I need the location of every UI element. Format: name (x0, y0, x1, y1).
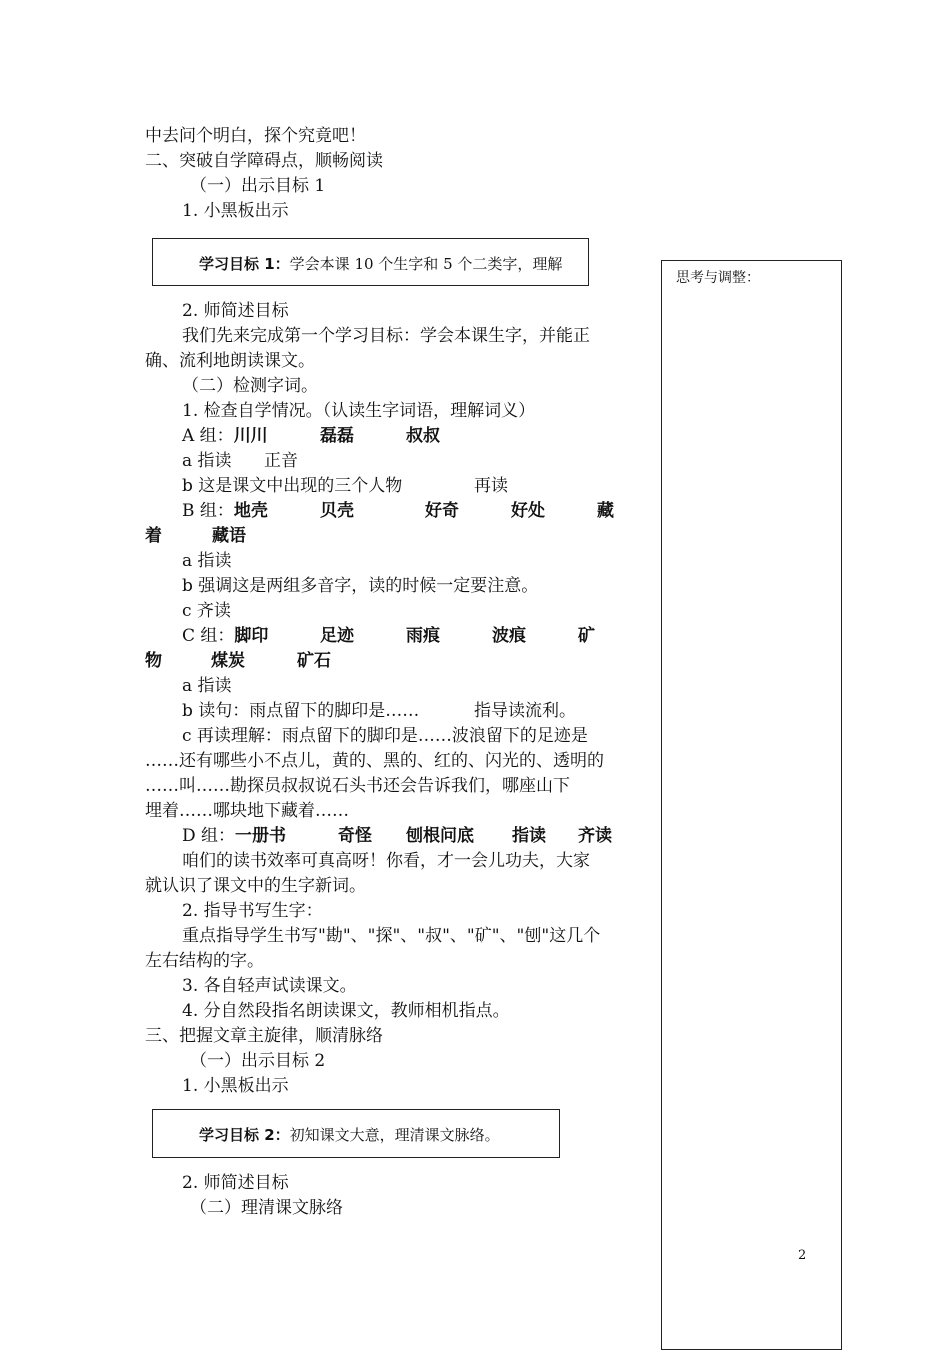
word-group-c (182, 624, 595, 649)
text-line: 就认识了课文中的生字新词。 (145, 876, 366, 896)
vocab-word: 奇怪 (338, 826, 372, 846)
subsection-heading: （二）检测字词。 (182, 376, 318, 396)
subsection-heading: （一）出示目标 1 (190, 176, 326, 196)
text-line: 左右结构的字。 (145, 951, 264, 971)
text-segment: 指导读流利。 (474, 701, 576, 721)
vocab-word: 地壳 (233, 501, 268, 521)
vocab-word: 物 (145, 651, 162, 671)
text-line: 1. 小黑板出示 (182, 1076, 289, 1096)
goal-label: 学习目标 1： (199, 255, 290, 273)
text-line: 2. 指导书写生字： (182, 901, 323, 921)
vocab-word: 藏 (597, 501, 614, 521)
section-heading: 二、突破自学障碍点，顺畅阅读 (145, 151, 383, 171)
text-line (182, 699, 576, 724)
group-label: A 组： (182, 426, 234, 446)
text-line: 埋着……哪块地下藏着…… (145, 801, 349, 821)
text-segment: b 这是课文中出现的三个人物 (182, 476, 403, 496)
text-line: 2. 师简述目标 (182, 1173, 289, 1193)
text-line: b 强调这是两组多音字，读的时候一定要注意。 (182, 576, 539, 596)
vocab-word: 指读 (512, 826, 546, 846)
word-group-c-cont (145, 649, 331, 674)
vocab-word: 脚印 (234, 626, 269, 646)
goal-box-2 (152, 1109, 560, 1158)
vocab-word: 刨根问底 (406, 826, 474, 846)
text-line: 4. 分自然段指名朗读课文，教师相机指点。 (182, 1001, 510, 1021)
reflection-title: 思考与调整： (676, 270, 760, 286)
goal-text: 学会本课 10 个生字和 5 个二类字，理解 (289, 255, 563, 273)
text-line: c 齐读 (182, 601, 231, 621)
vocab-word: 磊磊 (320, 426, 354, 446)
text-line: a 指读 (182, 676, 232, 696)
group-label: C 组： (182, 626, 235, 646)
vocab-word: 好处 (511, 501, 545, 521)
text-line: 中去问个明白，探个究竟吧！ (145, 126, 366, 146)
text-segment: a 指读 (182, 451, 232, 471)
vocab-word: 雨痕 (406, 626, 440, 646)
vocab-word: 川川 (233, 426, 268, 446)
text-line: ……叫……勘探员叔叔说石头书还会告诉我们，哪座山下 (145, 776, 570, 796)
text-line: 2. 师简述目标 (182, 301, 289, 321)
text-line: c 再读理解：雨点留下的脚印是……波浪留下的足迹是 (182, 726, 588, 746)
text-line: 我们先来完成第一个学习目标：学会本课生字，并能正 (182, 326, 590, 346)
text-segment: 正音 (264, 451, 298, 471)
goal-text: 初知课文大意，理清课文脉络。 (289, 1126, 500, 1144)
text-line: ……还有哪些小不点儿，黄的、黑的、红的、闪光的、透明的 (145, 751, 604, 771)
group-label: D 组： (182, 826, 236, 846)
subsection-heading: （一）出示目标 2 (190, 1051, 326, 1071)
text-line (182, 474, 508, 499)
vocab-word: 足迹 (320, 626, 354, 646)
vocab-word: 矿 (578, 626, 595, 646)
subsection-heading: （二）理清课文脉络 (190, 1198, 343, 1218)
text-line: a 指读 (182, 551, 232, 571)
word-group-d (182, 824, 612, 849)
text-line: 1. 检查自学情况。（认读生字词语，理解词义） (182, 401, 536, 421)
text-segment: b 读句：雨点留下的脚印是…… (182, 701, 420, 721)
vocab-word: 好奇 (425, 501, 459, 521)
word-group-b-cont (145, 524, 246, 549)
word-group-b (182, 499, 642, 524)
text-line: 确、流利地朗读课文。 (145, 351, 315, 371)
vocab-word: 矿石 (297, 651, 331, 671)
text-segment: 再读 (474, 476, 508, 496)
section-heading: 三、把握文章主旋律，顺清脉络 (145, 1026, 383, 1046)
text-line: 重点指导学生书写"勘"、"探"、"叔"、"矿"、"刨"这几个 (182, 926, 601, 946)
text-line: 咱们的读书效率可真高呀！你看，才一会儿功夫，大家 (182, 851, 590, 871)
goal-box-1 (152, 238, 589, 286)
reflection-box (661, 260, 842, 1350)
group-label: B 组： (182, 501, 234, 521)
page-number: 2 (798, 1248, 807, 1263)
text-line: 3. 各自轻声试读课文。 (182, 976, 357, 996)
vocab-word: 波痕 (492, 626, 526, 646)
vocab-word: 齐读 (578, 826, 612, 846)
vocab-word: 藏语 (212, 526, 246, 546)
text-line: 1. 小黑板出示 (182, 201, 289, 221)
vocab-word: 叔叔 (406, 426, 440, 446)
goal-label: 学习目标 2： (199, 1126, 290, 1144)
vocab-word: 一册书 (235, 826, 287, 846)
vocab-word: 贝壳 (320, 501, 354, 521)
word-group-a (182, 424, 440, 449)
vocab-word: 煤炭 (211, 651, 245, 671)
vocab-word: 着 (145, 526, 162, 546)
text-line (182, 449, 298, 474)
